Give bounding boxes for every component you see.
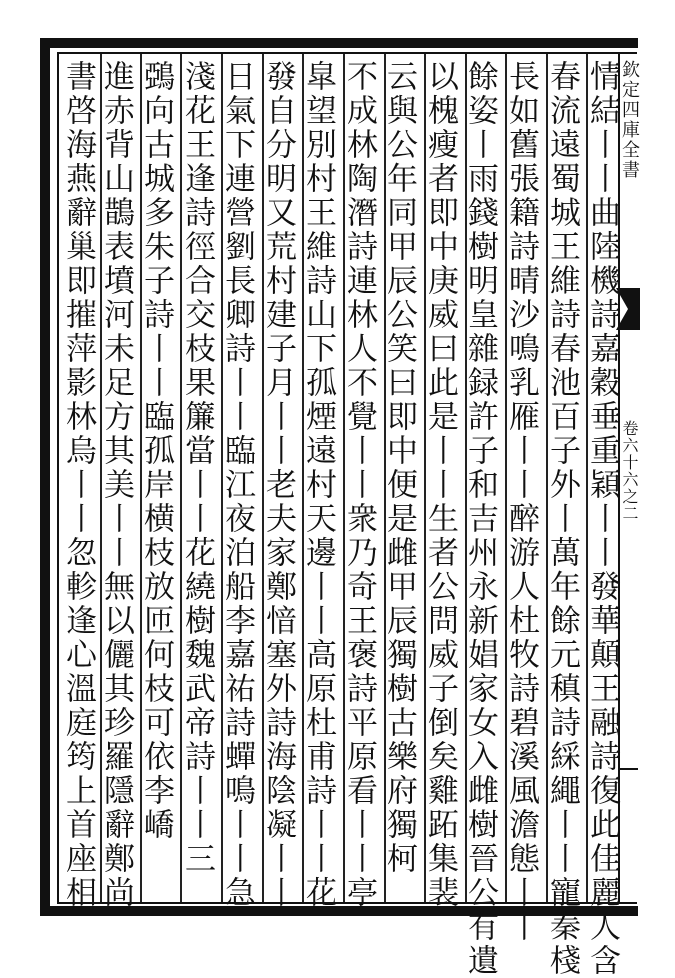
margin-volume-label: 卷六十六之二 xyxy=(620,420,639,522)
text-column: 鵶向古城多朱子詩丨丨臨孤岸横枝放匝何枝可依李嶠 xyxy=(138,60,174,842)
text-column: 云與公年同甲辰公笑曰即中便是雌甲辰獨樹古樂府獨柯 xyxy=(381,60,417,876)
text-column: 皐望別村王維詩山下孤煙遠村天邊丨丨高原杜甫詩丨丨花 xyxy=(300,60,336,910)
text-column: 發自分明又荒村建子月丨丨老夫家鄭愔塞外詩海陰凝丨丨 xyxy=(260,60,296,910)
text-column: 情結丨丨曲陸機詩嘉穀垂重穎丨丨發華顛王融詩復此佳麗人含 xyxy=(584,60,620,978)
text-column: 春流遠蜀城王維詩春池百子外丨萬年餘元稹詩綵繩丨丨寵秦棧 xyxy=(544,60,580,978)
margin-book-title: 欽定四庫全書 xyxy=(619,60,640,180)
text-column: 日氣下連營劉長卿詩丨丨臨江夜泊船李嘉祐詩蟬鳴丨丨急 xyxy=(219,60,255,910)
text-column: 以槐瘦者即中庚威曰此是丨丨生者公問威子倒矣雞跖集裴 xyxy=(422,60,458,910)
text-column: 餘姿丨雨錢樹明皇雜録許子和吉州永新娼家女入雌樹晉公有遺 xyxy=(462,60,498,978)
text-column: 不成林陶潛詩連林人不覺丨丨衆乃奇王褒詩平原看丨丨亭 xyxy=(341,60,377,910)
text-column: 進赤背山鵲表墳河未足方其美丨丨無以儷其珍羅隱辭鄭尚 xyxy=(98,60,134,910)
text-column: 書啓海燕辭巢即摧萍影林烏丨丨忽軫逢心溫庭筠上首座相 xyxy=(60,60,96,910)
text-column: 淺花王逢詩徑合交枝果簾當丨丨花繞樹魏武帝詩丨丨三 xyxy=(179,60,215,876)
text-column: 長如舊張籍詩晴沙鳴乳雁丨丨醉游人杜牧詩碧溪風澹態丨丨 xyxy=(503,60,539,944)
